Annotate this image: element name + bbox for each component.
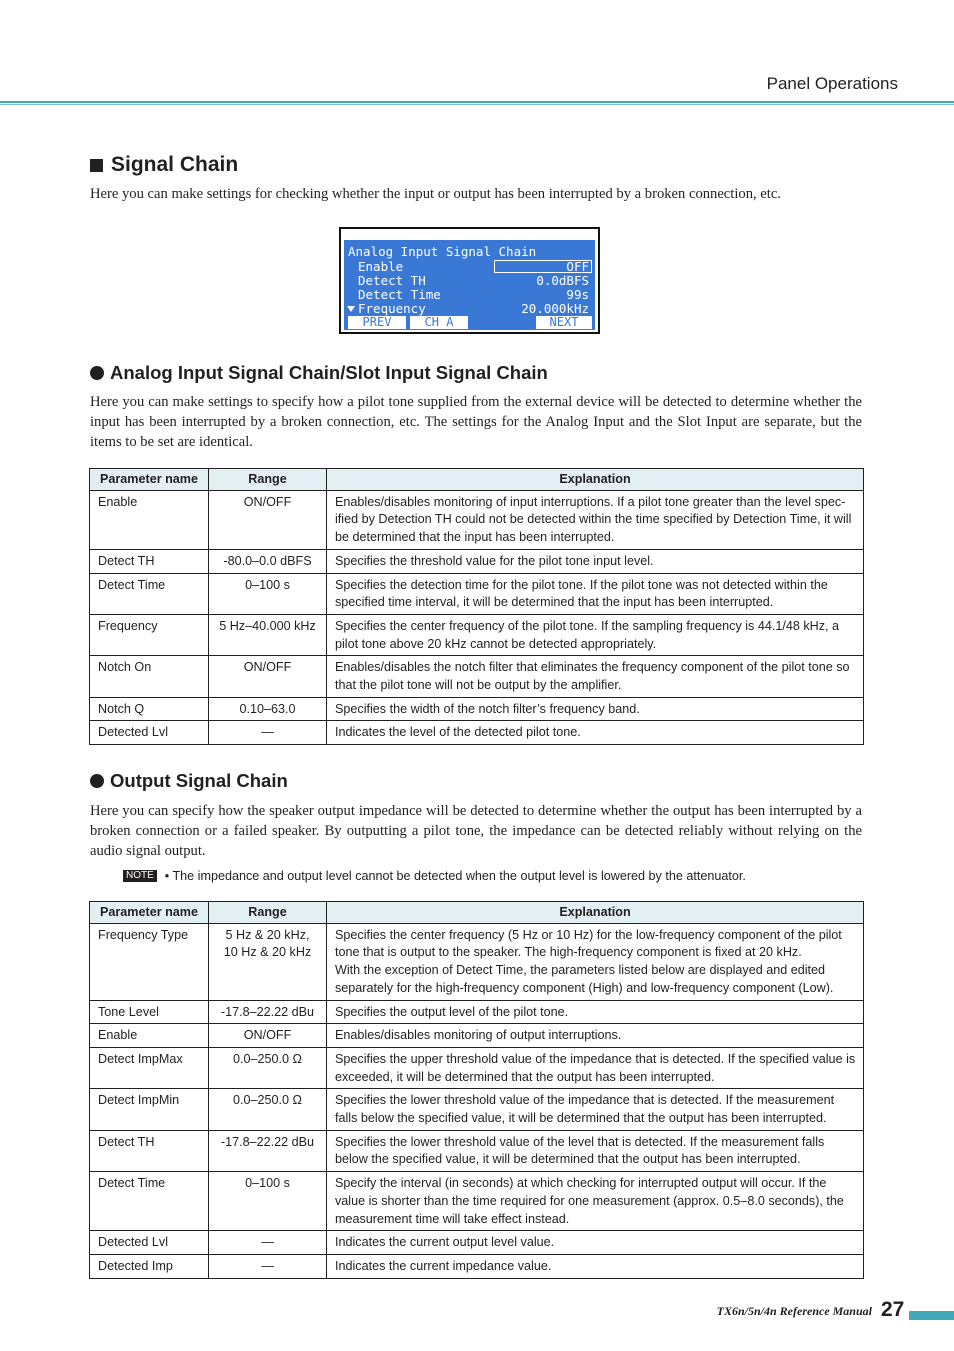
param-cell: Detect Time xyxy=(90,1172,209,1231)
output-parameter-table xyxy=(89,901,864,1279)
range-cell: ON/OFF xyxy=(209,656,327,697)
param-cell: Enable xyxy=(90,1024,209,1048)
table-row xyxy=(90,1130,864,1171)
section-intro: Here you can make settings for checking whether the input or output has been interrupted by a broken connection, etc. xyxy=(90,186,781,202)
range-line: 10 Hz & 20 kHz xyxy=(223,945,312,960)
header-rule xyxy=(0,101,954,106)
range-cell: 0.10–63.0 xyxy=(209,697,327,721)
explanation-cell: Specifies the threshold value for the pilot tone input level. xyxy=(327,549,864,573)
param-cell: Tone Level xyxy=(90,1000,209,1024)
param-cell: Detect ImpMin xyxy=(90,1089,209,1130)
range-cell: -17.8–22.22 dBu xyxy=(209,1130,327,1171)
param-cell: Notch Q xyxy=(90,697,209,721)
explanation-cell: Specifies the width of the notch filter’s frequency band. xyxy=(327,697,864,721)
header-range: Range xyxy=(209,469,327,491)
table-row xyxy=(90,1172,864,1231)
note xyxy=(123,869,746,883)
output-intro: Here you can specify how the speaker output impedance will be detected to determine whether the output has been interrupted by a broken connection or a failed speaker. By outputting a pilot tone, the impedance can be detected reliably without relying on the audio signal output. xyxy=(90,803,862,859)
param-cell: Detected Lvl xyxy=(90,1231,209,1255)
param-cell: Frequency xyxy=(90,614,209,655)
table-row xyxy=(90,573,864,614)
footer-manual-title: TX6n/5n/4n Reference Manual xyxy=(716,1304,872,1318)
lcd-softkey-ch-a: CH A xyxy=(410,316,468,329)
lcd-title-row xyxy=(344,245,595,259)
range-cell: 0.0–250.0 Ω xyxy=(209,1089,327,1130)
footer-accent-bar xyxy=(909,1311,954,1320)
lcd-screenshot xyxy=(339,227,600,334)
explanation-cell: Indicates the current impedance value. xyxy=(327,1254,864,1278)
explanation-cell: Specifies the center frequency of the pilot tone. If the sampling frequency is 44.1/48 kHz, a pilot tone above 20 kHz cannot be detected appropriately. xyxy=(327,614,864,655)
lcd-title: Analog Input Signal Chain xyxy=(348,244,537,259)
range-line: 5 Hz & 20 kHz, xyxy=(225,927,310,942)
explanation-cell: Enables/disables monitoring of input interruptions. If a pilot tone greater than the level specified by Detection TH could not be detected within the time specified by Detection Time, it will be determined that the input has been interrupted. xyxy=(327,490,864,549)
range-cell: ON/OFF xyxy=(209,490,327,549)
range-cell: 0–100 s xyxy=(209,573,327,614)
range-cell: 5 Hz–40.000 kHz xyxy=(209,614,327,655)
table-row xyxy=(90,1231,864,1255)
section-title: Signal Chain xyxy=(111,153,239,176)
table-header-row xyxy=(90,469,864,491)
explanation-cell: Indicates the level of the detected pilot tone. xyxy=(327,721,864,745)
explanation-line: With the exception of Detect Time, the parameters listed below are displayed and edited separately for the high-frequency component (High) and low-frequency component (Low). xyxy=(335,963,834,995)
table-row xyxy=(90,614,864,655)
range-cell: -17.8–22.22 dBu xyxy=(209,1000,327,1024)
lcd-row-value: OFF xyxy=(566,259,589,274)
running-header: Panel Operations xyxy=(766,74,898,93)
table-row xyxy=(90,923,864,1000)
table-row xyxy=(90,697,864,721)
square-bullet-icon xyxy=(90,159,103,172)
table-row xyxy=(90,1089,864,1130)
explanation-cell: Specifies the detection time for the pilot tone. If the pilot tone was not detected within the specified time interval, it will be determined that the input has been interrupted. xyxy=(327,573,864,614)
lcd-row-label: Detect TH xyxy=(358,273,426,288)
input-title: Analog Input Signal Chain/Slot Input Signal Chain xyxy=(110,362,548,383)
param-cell: Detect TH xyxy=(90,549,209,573)
range-cell: -80.0–0.0 dBFS xyxy=(209,549,327,573)
table-header-row xyxy=(90,902,864,924)
table-row xyxy=(90,1000,864,1024)
header-parameter-name: Parameter name xyxy=(90,902,209,924)
input-intro: Here you can make settings to specify how a pilot tone supplied from the external device will be detected to determine whether the input has been interrupted by a broken connection, etc. The settings for the Analog Input and the Slot Input are separate, but the items to be set are identical. xyxy=(90,394,862,450)
explanation-cell: Specifies the lower threshold value of the level that is detected. If the measurement falls below the specified value, it will be determined that the output has been interrupted. xyxy=(327,1130,864,1171)
param-cell: Detected Imp xyxy=(90,1254,209,1278)
table-row xyxy=(90,656,864,697)
lcd-softkey-prev: PREV xyxy=(348,316,406,329)
header-explanation: Explanation xyxy=(327,469,864,491)
lcd-row-value: 20.000kHz xyxy=(521,301,589,316)
output-title: Output Signal Chain xyxy=(110,770,288,791)
table-row xyxy=(90,549,864,573)
table-row xyxy=(90,1024,864,1048)
range-cell: ON/OFF xyxy=(209,1024,327,1048)
range-cell: 0.0–250.0 Ω xyxy=(209,1047,327,1088)
lcd-row-value: 99s xyxy=(566,287,589,302)
lcd-row-value: 0.0dBFS xyxy=(536,273,589,288)
header-explanation: Explanation xyxy=(327,902,864,924)
explanation-cell: Specify the interval (in seconds) at which checking for interrupted output will occur. If the value is shorter than the time required for one measurement (approx. 0.5–8.0 seconds), the measurement time will take effect instead. xyxy=(327,1172,864,1231)
explanation-cell: Specifies the lower threshold value of the impedance that is detected. If the measurement falls below the specified value, it will be determined that the output has been interrupted. xyxy=(327,1089,864,1130)
header-parameter-name: Parameter name xyxy=(90,469,209,491)
param-cell: Frequency Type xyxy=(90,923,209,1000)
section-heading xyxy=(90,153,238,177)
param-cell: Detect Time xyxy=(90,573,209,614)
range-cell xyxy=(209,923,327,1000)
param-cell: Notch On xyxy=(90,656,209,697)
lcd-row-label: Frequency xyxy=(358,301,426,316)
range-cell: — xyxy=(209,1254,327,1278)
input-parameter-table xyxy=(89,468,864,745)
explanation-cell: Enables/disables the notch filter that eliminates the frequency component of the pilot tone so that the pilot tone will not be output by the amplifier. xyxy=(327,656,864,697)
explanation-cell: Specifies the output level of the pilot tone. xyxy=(327,1000,864,1024)
lcd-screen xyxy=(344,240,595,330)
table-row xyxy=(90,721,864,745)
lcd-row-frequency xyxy=(344,302,595,316)
note-tag: NOTE xyxy=(123,870,157,882)
circle-bullet-icon xyxy=(90,366,104,380)
lcd-softkey-next: NEXT xyxy=(536,316,592,329)
param-cell: Detect TH xyxy=(90,1130,209,1171)
range-cell: — xyxy=(209,721,327,745)
output-heading xyxy=(90,770,288,792)
header-range: Range xyxy=(209,902,327,924)
table-row xyxy=(90,490,864,549)
lcd-row-detect-time xyxy=(344,288,595,302)
note-text: • The impedance and output level cannot be detected when the output level is lowered by the attenuator. xyxy=(164,869,746,883)
page-number: 27 xyxy=(881,1298,905,1321)
range-cell: 0–100 s xyxy=(209,1172,327,1231)
scroll-down-arrow-icon xyxy=(347,306,355,312)
explanation-cell: Enables/disables monitoring of output interruptions. xyxy=(327,1024,864,1048)
input-heading xyxy=(90,362,548,384)
table-row xyxy=(90,1254,864,1278)
lcd-row-enable xyxy=(344,260,595,274)
explanation-cell xyxy=(327,923,864,1000)
param-cell: Detected Lvl xyxy=(90,721,209,745)
explanation-cell: Indicates the current output level value. xyxy=(327,1231,864,1255)
lcd-row-detect-th xyxy=(344,274,595,288)
lcd-row-label: Detect Time xyxy=(358,287,441,302)
explanation-cell: Specifies the upper threshold value of the impedance that is detected. If the specified value is exceeded, it will be determined that the output has been interrupted. xyxy=(327,1047,864,1088)
circle-bullet-icon xyxy=(90,774,104,788)
param-cell: Detect ImpMax xyxy=(90,1047,209,1088)
table-row xyxy=(90,1047,864,1088)
lcd-row-label: Enable xyxy=(358,259,404,274)
param-cell: Enable xyxy=(90,490,209,549)
range-cell: — xyxy=(209,1231,327,1255)
explanation-line: Specifies the center frequency (5 Hz or 10 Hz) for the low-frequency component of the pilot tone that is output to the speaker. The high-frequency component is fixed at 20 kHz. xyxy=(335,927,842,960)
